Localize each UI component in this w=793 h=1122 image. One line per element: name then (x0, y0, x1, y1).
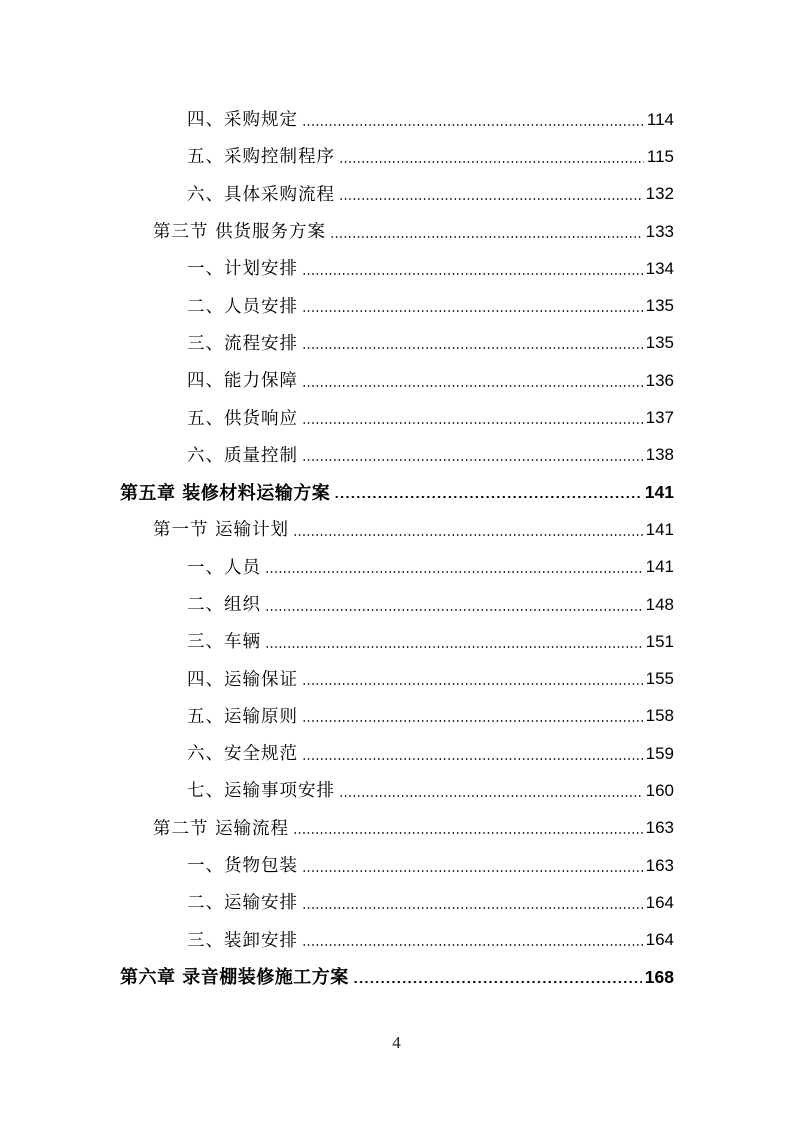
toc-dot-leader (302, 273, 643, 275)
toc-dot-leader (293, 534, 643, 536)
toc-entry-page: 160 (645, 780, 674, 800)
toc-dot-leader (302, 422, 643, 424)
toc-dot-leader (302, 758, 643, 760)
toc-entry[interactable] (0, 735, 793, 772)
toc-entry[interactable] (0, 660, 793, 697)
toc-entry-title: 六、具体采购流程 (187, 184, 335, 205)
toc-entry-title: 第一节 运输计划 (153, 520, 290, 541)
toc-section-entry[interactable] (0, 213, 793, 250)
toc-dot-leader (302, 683, 643, 685)
toc-entry-page: 164 (645, 930, 674, 950)
toc-entry-title: 六、质量控制 (187, 445, 298, 466)
toc-entry-title: 五、采购控制程序 (187, 147, 335, 168)
toc-entry-title: 三、车辆 (187, 632, 261, 653)
toc-entry[interactable] (0, 176, 793, 213)
toc-entry-title: 第六章 录音棚装修施工方案 (120, 967, 349, 989)
toc-dot-leader (293, 832, 643, 834)
toc-section-entry[interactable] (0, 511, 793, 548)
toc-entry-page: 137 (645, 408, 674, 428)
toc-entry-title: 第三节 供货服务方案 (153, 222, 327, 243)
toc-dot-leader (339, 198, 643, 200)
toc-entry-title: 二、运输安排 (187, 893, 298, 914)
toc-entry-page: 134 (645, 258, 674, 278)
toc-entry[interactable] (0, 772, 793, 809)
toc-dot-leader (339, 161, 644, 163)
toc-entry-title: 三、流程安排 (187, 333, 298, 354)
toc-entry-title: 六、安全规范 (187, 744, 298, 765)
toc-entry-page: 141 (645, 519, 674, 539)
toc-section-entry[interactable] (0, 810, 793, 847)
toc-dot-leader (302, 907, 643, 909)
toc-entry[interactable] (0, 287, 793, 324)
toc-entry-title: 五、运输原则 (187, 706, 298, 727)
toc-entry-page: 159 (645, 743, 674, 763)
toc-dot-leader (302, 459, 643, 461)
toc-entry-title: 四、采购规定 (187, 110, 298, 131)
toc-dot-leader (330, 236, 643, 238)
toc-entry[interactable] (0, 698, 793, 735)
toc-entry-title: 一、计划安排 (187, 259, 298, 280)
toc-entry-page: 141 (645, 557, 674, 577)
toc-dot-leader (265, 646, 643, 648)
toc-entry-page: 151 (645, 631, 674, 651)
toc-entry-title: 第二节 运输流程 (153, 818, 290, 839)
toc-dot-leader (302, 347, 643, 349)
toc-chapter-entry[interactable] (0, 959, 793, 996)
toc-entry-page: 164 (645, 892, 674, 912)
toc-entry-title: 二、人员安排 (187, 296, 298, 317)
toc-entry-page: 132 (645, 184, 674, 204)
toc-dot-leader (265, 609, 643, 611)
toc-entry[interactable] (0, 884, 793, 921)
toc-entry-page: 141 (644, 482, 674, 503)
toc-entry-page: 148 (645, 594, 674, 614)
toc-dot-leader (302, 310, 643, 312)
toc-dot-leader (302, 385, 643, 387)
toc-entry[interactable] (0, 623, 793, 660)
toc-dot-leader (302, 720, 643, 722)
toc-entry-page: 168 (644, 966, 674, 987)
toc-entry[interactable] (0, 362, 793, 399)
toc-dot-leader (339, 795, 643, 797)
toc-entry-page: 115 (646, 146, 674, 166)
toc-entry-page: 163 (645, 818, 674, 838)
toc-entry-title: 一、货物包装 (187, 856, 298, 877)
toc-entry-page: 158 (645, 706, 674, 726)
toc-entry-page: 136 (645, 370, 674, 390)
toc-entry-title: 一、人员 (187, 557, 261, 578)
toc-entry-title: 二、组织 (187, 595, 261, 615)
toc-dot-leader (302, 870, 643, 872)
toc-entry[interactable] (0, 922, 793, 959)
toc-entry[interactable] (0, 138, 793, 175)
toc-dot-leader (353, 981, 642, 984)
toc-entry-page: 114 (646, 109, 674, 129)
toc-entry-title: 四、能力保障 (187, 371, 298, 392)
toc-entry[interactable] (0, 586, 793, 623)
toc-entry[interactable] (0, 437, 793, 474)
toc-entry-page: 135 (645, 333, 674, 353)
toc-entry[interactable] (0, 847, 793, 884)
toc-entry[interactable] (0, 399, 793, 436)
toc-entry-page: 138 (645, 445, 674, 465)
toc-dot-leader (302, 124, 644, 126)
toc-entry-page: 163 (645, 855, 674, 875)
toc-entry-title: 三、装卸安排 (187, 930, 298, 951)
toc-dot-leader (302, 944, 643, 946)
toc-chapter-entry[interactable] (0, 474, 793, 511)
toc-entry-title: 第五章 装修材料运输方案 (120, 482, 331, 504)
toc-entry[interactable] (0, 549, 793, 586)
toc-dot-leader (265, 571, 643, 573)
toc-entry[interactable] (0, 250, 793, 287)
toc-entry-page: 133 (645, 221, 674, 241)
toc-entry[interactable] (0, 325, 793, 362)
toc-entry-title: 七、运输事项安排 (187, 781, 335, 802)
toc-entry-title: 五、供货响应 (187, 408, 298, 429)
toc-entry[interactable] (0, 101, 793, 138)
toc-entry-page: 155 (645, 669, 674, 689)
toc-dot-leader (334, 496, 642, 499)
toc-entry-title: 四、运输保证 (187, 669, 298, 690)
page-number: 4 (392, 1033, 401, 1052)
table-of-contents (0, 101, 793, 996)
toc-entry-page: 135 (645, 296, 674, 316)
